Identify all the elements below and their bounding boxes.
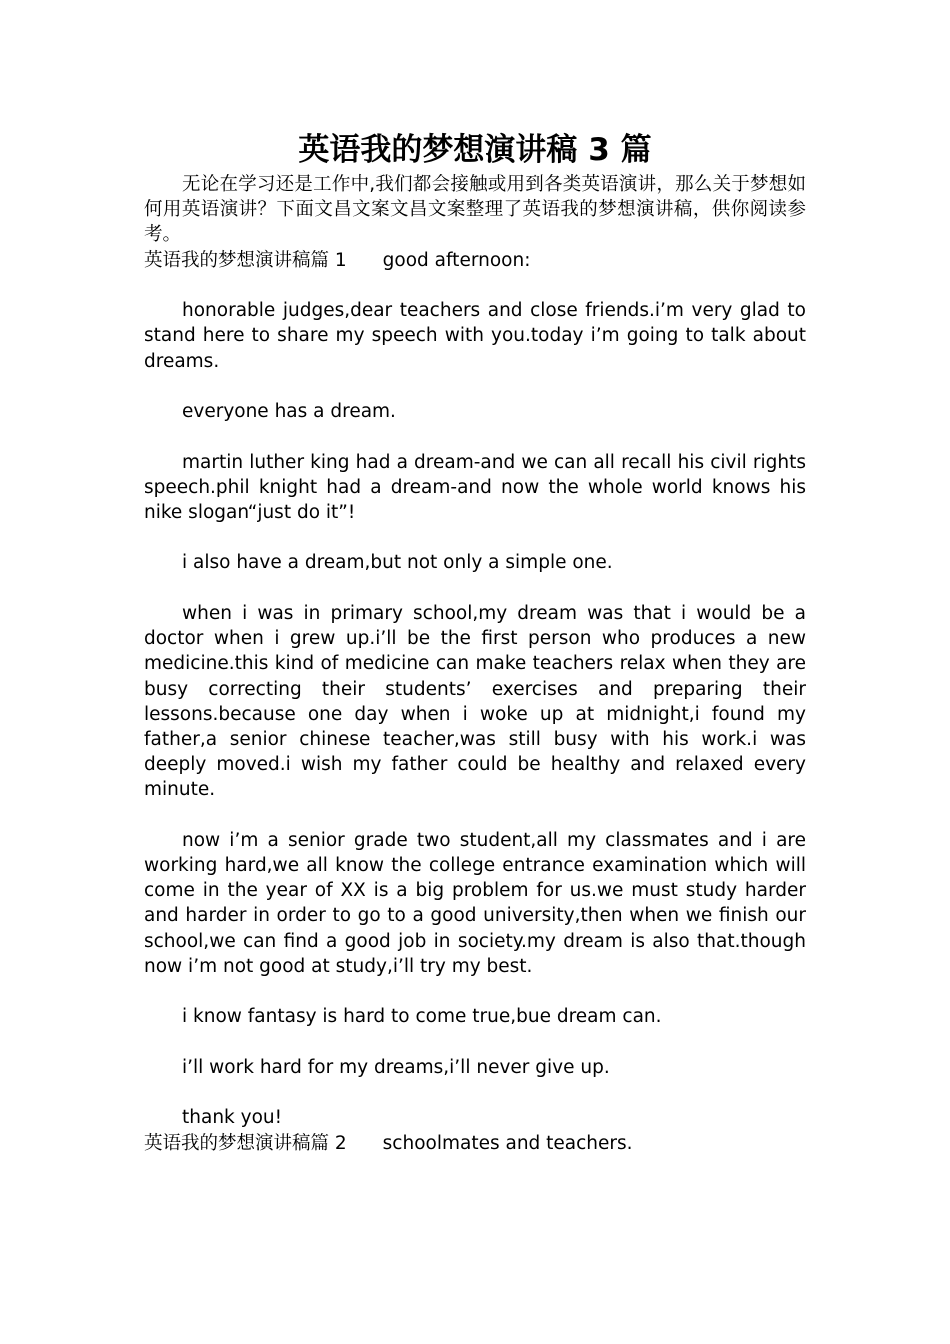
section-label: 英语我的梦想演讲稿篇 1 [144,249,347,271]
salutation: schoolmates and teachers. [382,1132,633,1154]
section-label: 英语我的梦想演讲稿篇 2 [144,1132,347,1154]
body-paragraph: thank you! [182,1107,283,1129]
body-paragraph: martin luther king had a dream-and we can all recall his civil rights speech.phil knight had a dream-and now the whole world knows his nike slogan“just do it”! [144,451,806,523]
body-paragraph: now i’m a senior grade two student,all my classmates and i are working hard,we all know the college entrance examination which will come in the year of XX is a big problem for us.we must study harder and harder in order to go to a good university,then when we finish our school,we can find a good job in society.my dream is also that.though now i’m not good at study,i’ll try my best. [144,829,806,977]
document-title: 英语我的梦想演讲稿 3 篇 [298,132,652,168]
body-paragraph: i also have a dream,but not only a simple one. [182,552,613,574]
body-paragraph: i know fantasy is hard to come true,bue dream can. [182,1006,662,1028]
intro-paragraph: 无论在学习还是工作中,我们都会接触或用到各类英语演讲，那么关于梦想如何用英语演讲？下面文昌文案文昌文案整理了英语我的梦想演讲稿，供你阅读参考。 [144,174,806,246]
body-paragraph: when i was in primary school,my dream was that i would be a doctor when i grew up.i’ll be the first person who produces a new medicine.this kind of medicine can make teachers relax when they are busy correcting their students’ exercises and preparing their lessons.because one day when i woke up at midnight,i found my father,a senior chinese teacher,was still busy with his work.i was deeply moved.i wish my father could be healthy and relaxed every minute. [144,602,806,801]
body-paragraph: honorable judges,dear teachers and close friends.i’m very glad to stand here to share my speech with you.today i’m going to talk about dreams. [144,300,806,372]
body-paragraph: i’ll work hard for my dreams,i’ll never give up. [182,1056,610,1078]
document-page [144,128,806,1156]
section-heading-1 [144,248,806,273]
body-paragraph: everyone has a dream. [182,401,396,423]
salutation: good afternoon: [382,249,531,271]
section-heading-2 [144,1131,806,1156]
